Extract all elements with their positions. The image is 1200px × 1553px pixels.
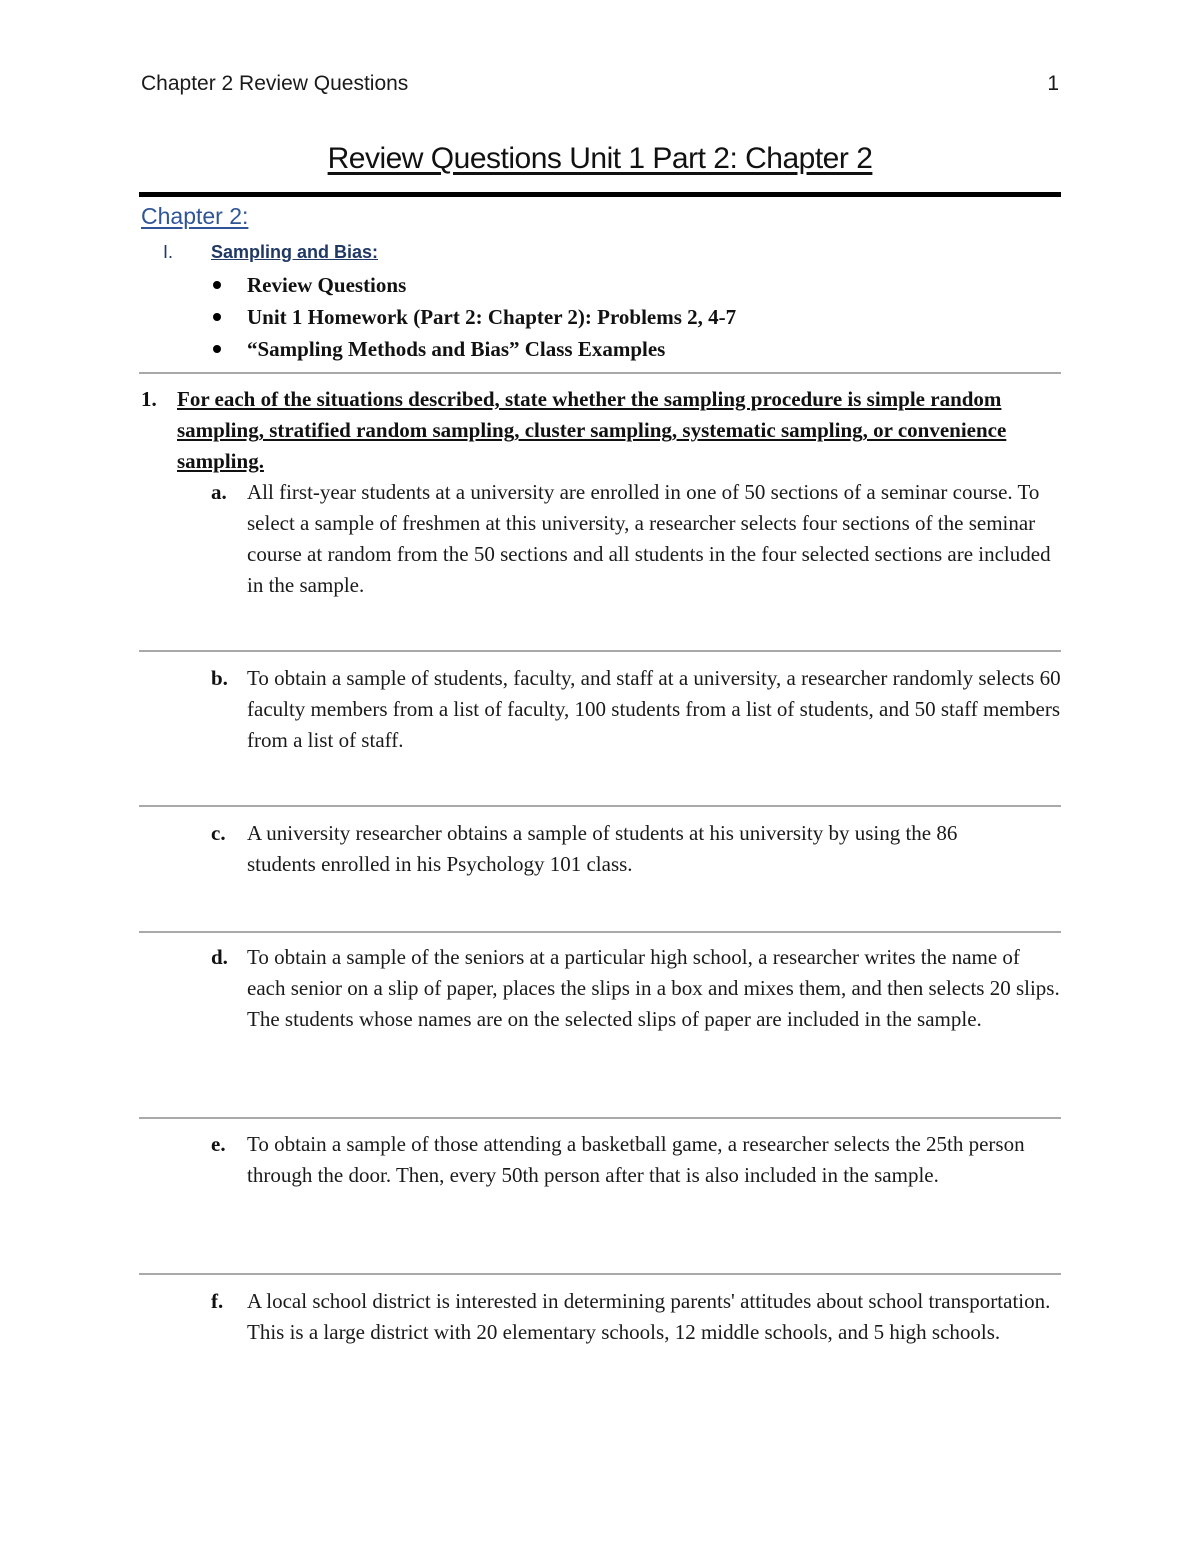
section-numeral: I. <box>163 242 174 262</box>
part-letter: b. <box>211 666 228 690</box>
section-bullet-list <box>211 270 736 366</box>
chapter-heading: Chapter 2: <box>141 203 249 229</box>
part-letter: e. <box>211 1132 226 1156</box>
answer-divider <box>139 805 1061 807</box>
answer-divider <box>139 650 1061 652</box>
bullet-text: Unit 1 Homework (Part 2: Chapter 2): Problems 2, 4-7 <box>247 305 737 329</box>
bullet-dot-icon <box>213 313 221 321</box>
document-title <box>141 142 1059 176</box>
part-letter: a. <box>211 480 227 504</box>
bullet-text: Review Questions <box>247 273 407 297</box>
part-text: To obtain a sample of students, faculty, and staff at a university, a researcher randomly selects 60 faculty members from a list of faculty, 100 students from a list of students, and 50 staff members from a list of staff. <box>247 666 1061 752</box>
bullet-item <box>211 270 736 302</box>
part-letter: d. <box>211 945 228 969</box>
page-header <box>141 72 1059 102</box>
section-title: Sampling and Bias: <box>211 242 379 262</box>
part-text: A university researcher obtains a sample of students at his university by using the 86 students enrolled in his Psychology 101 class. <box>247 821 958 876</box>
part-text: To obtain a sample of those attending a basketball game, a researcher selects the 25th person through the door. Then, every 50th person after that is also included in the sample. <box>247 1132 1025 1187</box>
part-text: A local school district is interested in determining parents' attitudes about school transportation. This is a large district with 20 elementary schools, 12 middle schools, and 5 high schools. <box>247 1289 1051 1344</box>
title-divider <box>139 192 1061 197</box>
bullet-item <box>211 302 736 334</box>
section-divider <box>139 372 1061 374</box>
part-text: All first-year students at a university are enrolled in one of 50 sections of a seminar course. To select a sample of freshmen at this university, a researcher selects four sections of the seminar course at random from the 50 sections and all students in the four selected sections are included in the sample. <box>247 480 1051 597</box>
part-letter: f. <box>211 1289 224 1313</box>
bullet-text: “Sampling Methods and Bias” Class Examples <box>247 337 666 361</box>
question-prompt: For each of the situations described, state whether the sampling procedure is simple random sampling, stratified random sampling, cluster sampling, systematic sampling, or convenience sampling. <box>177 387 1007 473</box>
answer-divider <box>139 931 1061 933</box>
question-number: 1. <box>141 387 157 411</box>
answer-divider <box>139 1117 1061 1119</box>
part-text: To obtain a sample of the seniors at a particular high school, a researcher writes the name of each senior on a slip of paper, places the slips in a box and mixes them, and then selects 20 slips. The students whose names are on the selected slips of paper are included in the sample. <box>247 945 1060 1031</box>
answer-divider <box>139 1273 1061 1275</box>
document-title-text: Review Questions Unit 1 Part 2: Chapter 2 <box>327 142 873 175</box>
bullet-dot-icon <box>213 281 221 289</box>
running-title: Chapter 2 Review Questions <box>141 72 409 95</box>
page-number: 1 <box>1047 72 1059 95</box>
bullet-item <box>211 334 736 366</box>
part-letter: c. <box>211 821 226 845</box>
bullet-dot-icon <box>213 345 221 353</box>
